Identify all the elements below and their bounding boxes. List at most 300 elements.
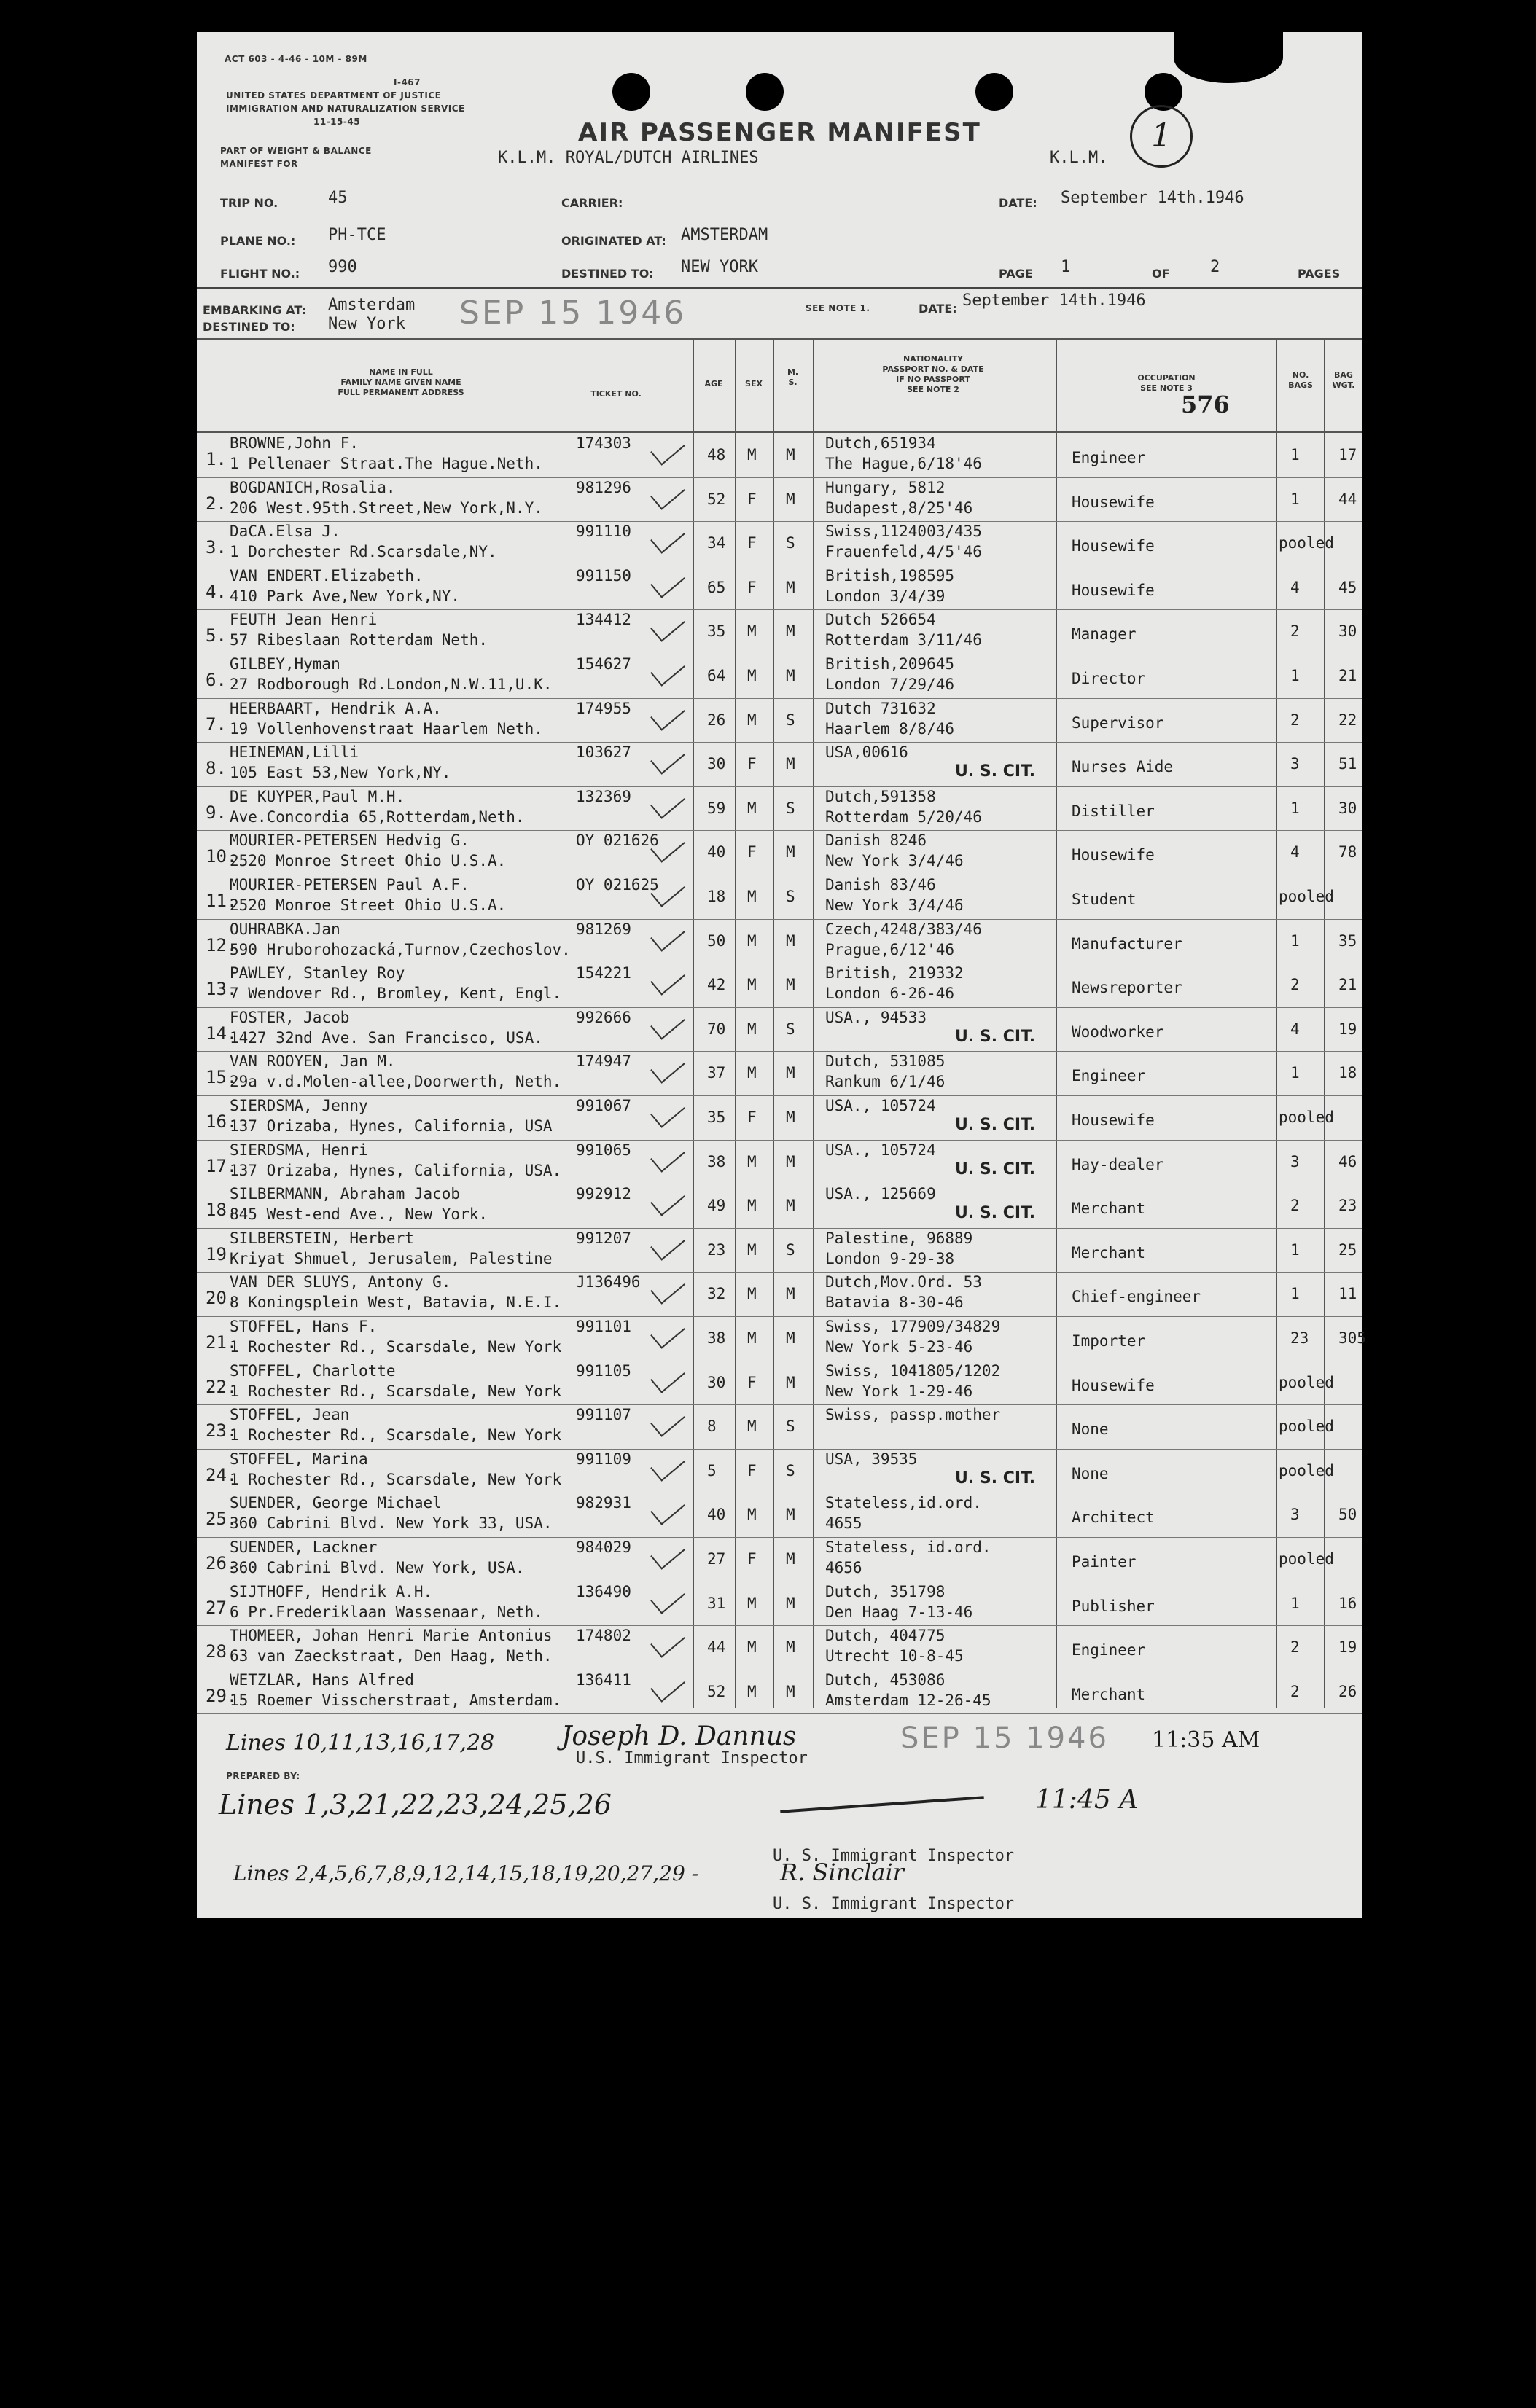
ticket-number: 991067	[576, 1097, 631, 1114]
check-mark-icon	[650, 653, 685, 686]
passenger-sex: M	[747, 1064, 757, 1082]
check-mark-icon	[650, 1360, 685, 1393]
passport-issue: London 9-29-38	[825, 1249, 955, 1267]
row-number: 29.	[206, 1685, 238, 1706]
passenger-address: 27 Rodborough Rd.London,N.W.11,U.K.	[230, 676, 553, 693]
passport-issue: New York 3/4/46	[825, 896, 964, 914]
ticket-number: 991105	[576, 1361, 631, 1380]
us-citizen-stamp: U. S. CIT.	[955, 1027, 1036, 1046]
row-number: 18.	[206, 1200, 238, 1221]
destined-label: DESTINED TO:	[561, 267, 654, 281]
marital-status: M	[786, 1550, 795, 1568]
occupation: Housewife	[1072, 537, 1155, 555]
check-mark-icon	[650, 741, 685, 774]
col-wgt-header: BAG WGT.	[1332, 370, 1355, 390]
passenger-age: 40	[707, 843, 726, 861]
row-number: 12.	[206, 934, 238, 955]
bag-weight: 23	[1338, 1197, 1357, 1215]
passenger-sex: M	[747, 1285, 757, 1303]
row-number: 14.	[206, 1023, 238, 1044]
passenger-address: 1 Rochester Rd., Scarsdale, New York	[230, 1426, 562, 1445]
us-citizen-stamp: U. S. CIT.	[955, 1116, 1036, 1134]
occupation-number: 576	[1181, 391, 1230, 418]
occupation: Student	[1072, 891, 1137, 908]
nationality-passport: British,198595	[825, 566, 955, 585]
row-number: 9.	[206, 802, 227, 823]
bag-count: 3	[1290, 1152, 1300, 1170]
bag-weight: 78	[1338, 843, 1357, 861]
bag-count: 1	[1290, 1594, 1300, 1612]
row-number: 22.	[206, 1376, 238, 1397]
passenger-sex: M	[747, 1197, 757, 1215]
passenger-sex: M	[747, 622, 757, 641]
bag-count: 4	[1290, 1020, 1300, 1038]
of-label: OF	[1152, 267, 1170, 281]
originated-label: ORIGINATED AT:	[561, 234, 666, 248]
ticket-number: J136496	[576, 1273, 641, 1291]
row-number: 13.	[206, 979, 238, 1000]
passenger-age: 52	[707, 490, 726, 508]
bag-count: 1	[1290, 931, 1300, 950]
table-row	[197, 609, 1362, 654]
passenger-address: 29a v.d.Molen-allee,Doorwerth, Neth.	[230, 1073, 562, 1091]
bag-count: 4	[1290, 578, 1300, 596]
page-circle: 1	[1130, 105, 1193, 168]
bag-weight: 26	[1338, 1682, 1357, 1700]
ticket-number: 984029	[576, 1539, 631, 1556]
passport-issue: New York 3/4/46	[825, 852, 964, 870]
bag-weight: 51	[1338, 755, 1357, 773]
passenger-age: 40	[707, 1506, 726, 1524]
bag-weight: 30	[1338, 622, 1357, 641]
bag-weight: 305	[1338, 1329, 1366, 1347]
passenger-age: 38	[707, 1329, 726, 1347]
passenger-name: VAN DER SLUYS, Antony G.	[230, 1273, 451, 1291]
marital-status: M	[786, 1064, 795, 1082]
footer-stamp: SEP 15 1946	[900, 1721, 1109, 1755]
nationality-passport: USA, 39535	[825, 1450, 918, 1468]
table-row	[197, 963, 1362, 1007]
passport-issue: Budapest,8/25'46	[825, 499, 973, 517]
bag-weight: 21	[1338, 667, 1357, 684]
passenger-address: 63 van Zaeckstraat, Den Haag, Neth.	[230, 1647, 553, 1665]
check-mark-icon	[650, 1227, 685, 1260]
marital-status: M	[786, 1506, 795, 1524]
table-row	[197, 1184, 1362, 1228]
passenger-name: GILBEY,Hyman	[230, 655, 340, 673]
us-citizen-stamp: U. S. CIT.	[955, 1160, 1036, 1178]
row-number: 8.	[206, 758, 227, 779]
trip-number: 45	[328, 189, 348, 207]
row-number: 27.	[206, 1597, 238, 1618]
passenger-age: 59	[707, 799, 726, 817]
check-mark-icon	[650, 520, 685, 553]
nationality-passport: Dutch 526654	[825, 611, 936, 629]
col-occupation-header: OCCUPATION SEE NOTE 3	[1137, 373, 1196, 393]
nationality-passport: Swiss, 177909/34829	[825, 1318, 1001, 1335]
passenger-sex: M	[747, 1152, 757, 1170]
bag-count: 3	[1290, 755, 1300, 773]
manifest-sheet	[197, 32, 1366, 1918]
ticket-number: 991110	[576, 523, 631, 541]
row-number: 1.	[206, 449, 227, 469]
stamp-time: 11:35 AM	[1152, 1727, 1260, 1753]
ticket-number: 991109	[576, 1450, 631, 1468]
marital-status: S	[786, 1418, 795, 1436]
check-mark-icon	[650, 1095, 685, 1127]
marital-status: M	[786, 1152, 795, 1170]
inspector-2: U. S. Immigrant Inspector	[773, 1847, 1015, 1865]
nationality-passport: Dutch, 351798	[825, 1582, 946, 1600]
passenger-age: 8	[707, 1418, 717, 1436]
destined2: New York	[328, 315, 405, 333]
passenger-name: STOFFEL, Charlotte	[230, 1361, 396, 1380]
check-mark-icon	[650, 1536, 685, 1569]
occupation: Merchant	[1072, 1200, 1146, 1218]
destined2-label: DESTINED TO:	[203, 320, 295, 334]
passenger-address: 57 Ribeslaan Rotterdam Neth.	[230, 631, 488, 649]
check-mark-icon	[650, 1272, 685, 1305]
check-mark-icon	[650, 1139, 685, 1172]
passport-issue: New York 5-23-46	[825, 1338, 973, 1356]
row-number: 2.	[206, 493, 227, 514]
check-mark-icon	[650, 1448, 685, 1481]
passenger-sex: M	[747, 1506, 757, 1524]
passenger-sex: M	[747, 1638, 757, 1657]
passenger-age: 65	[707, 578, 726, 596]
check-mark-icon	[650, 477, 685, 509]
row-number: 4.	[206, 581, 227, 602]
bag-count: 1	[1290, 1240, 1300, 1259]
form-date: 11-15-45	[313, 117, 361, 127]
klm-right: K.L.M.	[1050, 149, 1108, 167]
table-row	[197, 433, 1362, 477]
bag-count: pooled	[1279, 1418, 1334, 1436]
marital-status: M	[786, 931, 795, 950]
nationality-passport: USA., 105724	[825, 1097, 936, 1114]
bag-count: 2	[1290, 622, 1300, 641]
bag-count: pooled	[1279, 1373, 1334, 1391]
col-bags-header: NO. BAGS	[1288, 370, 1313, 390]
bag-weight: 45	[1338, 578, 1357, 596]
passenger-sex: F	[747, 1550, 757, 1568]
passenger-address: 1 Rochester Rd., Scarsdale, New York	[230, 1470, 562, 1488]
ticket-number: 992912	[576, 1185, 631, 1203]
passenger-age: 5	[707, 1461, 717, 1479]
flight-label: FLIGHT NO.:	[220, 267, 300, 281]
passenger-sex: F	[747, 534, 757, 552]
passenger-name: HEERBAART, Hendrik A.A.	[230, 699, 442, 717]
table-row	[197, 1361, 1362, 1405]
punch-hole	[746, 73, 784, 111]
passenger-age: 48	[707, 446, 726, 464]
col-ticket-header: TICKET NO.	[590, 389, 642, 399]
passport-issue: Utrecht 10-8-45	[825, 1647, 964, 1665]
bag-count: 4	[1290, 843, 1300, 861]
table-row	[197, 830, 1362, 875]
row-number: 6.	[206, 670, 227, 690]
check-mark-icon	[650, 1316, 685, 1348]
ticket-number: 103627	[576, 743, 631, 762]
bag-count: 1	[1290, 799, 1300, 817]
occupation: Hay-dealer	[1072, 1155, 1164, 1173]
table-row	[197, 875, 1362, 919]
table-row	[197, 742, 1362, 786]
bag-weight: 25	[1338, 1240, 1357, 1259]
ticket-number: 981269	[576, 920, 631, 938]
occupation: Merchant	[1072, 1243, 1146, 1262]
marital-status: S	[786, 1461, 795, 1479]
passenger-sex: M	[747, 976, 757, 994]
ticket-number: 981296	[576, 478, 631, 496]
table-row	[197, 1625, 1362, 1670]
occupation: Engineer	[1072, 1641, 1146, 1660]
marital-status: M	[786, 843, 795, 861]
marital-status: M	[786, 755, 795, 773]
ticket-number: 991150	[576, 566, 631, 585]
marital-status: M	[786, 1109, 795, 1126]
passenger-sex: F	[747, 843, 757, 861]
passenger-address: 15 Roemer Visscherstraat, Amsterdam.	[230, 1691, 562, 1709]
ticket-number: 174802	[576, 1627, 631, 1645]
passenger-sex: M	[747, 1240, 757, 1259]
nationality-passport: British, 219332	[825, 964, 964, 982]
bag-weight: 17	[1338, 446, 1357, 464]
nationality-passport: Hungary, 5812	[825, 478, 946, 496]
signature-time: 11:45 A	[1035, 1785, 1139, 1815]
marital-status: M	[786, 1373, 795, 1391]
bag-count: 3	[1290, 1506, 1300, 1524]
row-number: 21.	[206, 1332, 238, 1353]
passenger-address: 19 Vollenhovenstraat Haarlem Neth.	[230, 719, 543, 738]
passenger-age: 35	[707, 1109, 726, 1126]
check-mark-icon	[650, 1581, 685, 1614]
passenger-sex: M	[747, 446, 757, 464]
passenger-address: 8 Koningsplein West, Batavia, N.E.I.	[230, 1294, 562, 1312]
bag-count: pooled	[1279, 1109, 1334, 1126]
bag-weight: 44	[1338, 490, 1357, 508]
manifest-title: AIR PASSENGER MANIFEST	[578, 118, 981, 147]
table-row	[197, 1051, 1362, 1095]
passenger-age: 44	[707, 1638, 726, 1657]
bag-count: 1	[1290, 1064, 1300, 1082]
originated: AMSTERDAM	[681, 226, 768, 244]
passenger-age: 35	[707, 622, 726, 641]
passenger-address: 360 Cabrini Blvd. New York 33, USA.	[230, 1514, 553, 1533]
bag-count: 1	[1290, 667, 1300, 684]
page-total: 2	[1210, 258, 1220, 276]
check-mark-icon	[650, 432, 685, 465]
row-number: 28.	[206, 1641, 238, 1662]
check-mark-icon	[650, 1625, 685, 1657]
row-number: 5.	[206, 625, 227, 646]
nationality-passport: British,209645	[825, 655, 955, 673]
check-mark-icon	[650, 565, 685, 598]
passenger-address: 360 Cabrini Blvd. New York, USA.	[230, 1559, 525, 1576]
passenger-name: SILBERSTEIN, Herbert	[230, 1229, 414, 1247]
us-citizen-stamp: U. S. CIT.	[955, 1469, 1036, 1488]
passenger-age: 52	[707, 1682, 726, 1700]
table-row	[197, 521, 1362, 566]
marital-status: M	[786, 622, 795, 641]
ticket-number: 991065	[576, 1141, 631, 1159]
row-number: 11.	[206, 891, 238, 911]
passenger-name: PAWLEY, Stanley Roy	[230, 964, 405, 982]
passport-issue: Prague,6/12'46	[825, 940, 955, 958]
marital-status: S	[786, 888, 795, 905]
passenger-age: 32	[707, 1285, 726, 1303]
table-row	[197, 1272, 1362, 1316]
check-mark-icon	[650, 918, 685, 951]
passenger-sex: F	[747, 755, 757, 773]
signature-1: Joseph D. Dannus	[561, 1721, 797, 1751]
marital-status: M	[786, 490, 795, 508]
page-number: 1	[1061, 258, 1071, 276]
marital-status: S	[786, 534, 795, 552]
passenger-address: 410 Park Ave,New York,NY.	[230, 587, 461, 605]
bag-count: pooled	[1279, 888, 1334, 905]
bag-weight: 50	[1338, 1506, 1357, 1524]
col-name-header: NAME IN FULL FAMILY NAME GIVEN NAME FULL PERMANENT ADDRESS	[338, 367, 464, 397]
passenger-name: STOFFEL, Marina	[230, 1450, 368, 1468]
table-row	[197, 1316, 1366, 1361]
passenger-age: 18	[707, 888, 726, 905]
check-mark-icon	[650, 1183, 685, 1216]
bag-count: 23	[1290, 1329, 1309, 1347]
nationality-passport: Dutch, 453086	[825, 1670, 946, 1689]
bag-count: pooled	[1279, 1550, 1334, 1568]
table-row	[197, 1449, 1362, 1493]
marital-status: S	[786, 1020, 795, 1038]
ticket-number: 154221	[576, 964, 631, 982]
passenger-name: HEINEMAN,Lilli	[230, 743, 359, 762]
marital-status: M	[786, 976, 795, 994]
nationality-passport: Stateless,id.ord.	[825, 1494, 982, 1512]
destined: NEW YORK	[681, 258, 758, 276]
bag-weight: 35	[1338, 931, 1357, 950]
table-row	[197, 786, 1362, 831]
passport-issue: Frauenfeld,4/5'46	[825, 543, 982, 561]
passenger-name: VAN ROOYEN, Jan M.	[230, 1052, 396, 1071]
passenger-address: Ave.Concordia 65,Rotterdam,Neth.	[230, 808, 525, 826]
bag-weight: 18	[1338, 1064, 1357, 1082]
table-row	[197, 1228, 1362, 1273]
passenger-sex: F	[747, 1373, 757, 1391]
nationality-passport: Danish 8246	[825, 832, 927, 850]
passenger-sex: M	[747, 888, 757, 905]
passenger-sex: F	[747, 578, 757, 596]
passport-issue: Rankum 6/1/46	[825, 1073, 946, 1091]
passenger-age: 37	[707, 1064, 726, 1082]
nationality-passport: USA., 105724	[825, 1141, 936, 1159]
table-row	[197, 698, 1362, 743]
occupation: Housewife	[1072, 1111, 1155, 1129]
prepared-by-label: PREPARED BY:	[226, 1771, 300, 1781]
table-row	[197, 1493, 1362, 1537]
passenger-address: 2520 Monroe Street Ohio U.S.A.	[230, 852, 507, 870]
ticket-number: 174303	[576, 434, 631, 452]
embarking-label: EMBARKING AT:	[203, 303, 306, 317]
marital-status: S	[786, 711, 795, 729]
passenger-sex: M	[747, 1020, 757, 1038]
nationality-passport: Dutch 731632	[825, 699, 936, 717]
date: September 14th.1946	[1061, 189, 1244, 207]
occupation: Manufacturer	[1072, 934, 1182, 953]
row-number: 3.	[206, 537, 227, 558]
occupation: Director	[1072, 670, 1146, 687]
embarking: Amsterdam	[328, 296, 416, 314]
passenger-name: VAN ENDERT.Elizabeth.	[230, 566, 424, 585]
passport-issue: Haarlem 8/8/46	[825, 719, 955, 738]
passenger-age: 31	[707, 1594, 726, 1612]
nationality-passport: Dutch,651934	[825, 434, 936, 452]
nationality-passport: Dutch, 531085	[825, 1052, 946, 1071]
check-mark-icon	[650, 1404, 685, 1436]
occupation: Publisher	[1072, 1597, 1155, 1615]
passenger-sex: M	[747, 931, 757, 950]
arrival-stamp: SEP 15 1946	[459, 294, 687, 332]
table-row	[197, 1404, 1362, 1449]
inspector-3: U. S. Immigrant Inspector	[773, 1895, 1015, 1913]
col-ms-header: M. S.	[787, 367, 799, 387]
marital-status: M	[786, 1285, 795, 1303]
passenger-sex: M	[747, 1594, 757, 1612]
row-number: 23.	[206, 1420, 238, 1442]
passenger-address: 2520 Monroe Street Ohio U.S.A.	[230, 896, 507, 914]
marital-status: S	[786, 1240, 795, 1259]
check-mark-icon	[650, 609, 685, 642]
page-label: PAGE	[999, 267, 1033, 281]
passport-issue: London 6-26-46	[825, 985, 955, 1003]
bag-count: 2	[1290, 1197, 1300, 1215]
passport-issue: Rotterdam 3/11/46	[825, 631, 982, 649]
passenger-name: SUENDER, Lackner	[230, 1539, 378, 1556]
handwritten-lines-1: Lines 10,11,13,16,17,28	[226, 1730, 495, 1756]
table-row	[197, 477, 1362, 522]
passenger-sex: M	[747, 1682, 757, 1700]
occupation: Newsreporter	[1072, 979, 1182, 997]
ticket-number: 174947	[576, 1052, 631, 1071]
passenger-name: MOURIER-PETERSEN Hedvig G.	[230, 832, 469, 850]
passenger-address: 1 Rochester Rd., Scarsdale, New York	[230, 1382, 562, 1400]
handwritten-lines-2: Lines 1,3,21,22,23,24,25,26	[219, 1789, 612, 1821]
passenger-sex: M	[747, 1418, 757, 1436]
marital-status: M	[786, 1682, 795, 1700]
col-age-header: AGE	[704, 379, 723, 388]
check-mark-icon	[650, 697, 685, 730]
passenger-name: SIERDSMA, Jenny	[230, 1097, 368, 1114]
bag-weight: 22	[1338, 711, 1357, 729]
passenger-address: 845 West-end Ave., New York.	[230, 1205, 488, 1224]
see-note: SEE NOTE 1.	[806, 303, 870, 313]
occupation: Architect	[1072, 1509, 1155, 1527]
marital-status: M	[786, 1638, 795, 1657]
table-row	[197, 1582, 1362, 1626]
bag-weight: 16	[1338, 1594, 1357, 1612]
passenger-name: SIJTHOFF, Hendrik A.H.	[230, 1582, 433, 1600]
table-row	[197, 919, 1362, 963]
divider	[197, 287, 1362, 289]
marital-status: S	[786, 799, 795, 817]
inspector-1: U.S. Immigrant Inspector	[576, 1749, 808, 1767]
bag-count: 1	[1290, 1285, 1300, 1303]
passenger-name: SIERDSMA, Henri	[230, 1141, 368, 1159]
nationality-passport: USA., 125669	[825, 1185, 936, 1203]
check-mark-icon	[650, 786, 685, 818]
passenger-name: SILBERMANN, Abraham Jacob	[230, 1185, 461, 1203]
handwritten-lines-3: Lines 2,4,5,6,7,8,9,12,14,15,18,19,20,27,29 -	[233, 1861, 699, 1885]
row-number: 17.	[206, 1155, 238, 1176]
